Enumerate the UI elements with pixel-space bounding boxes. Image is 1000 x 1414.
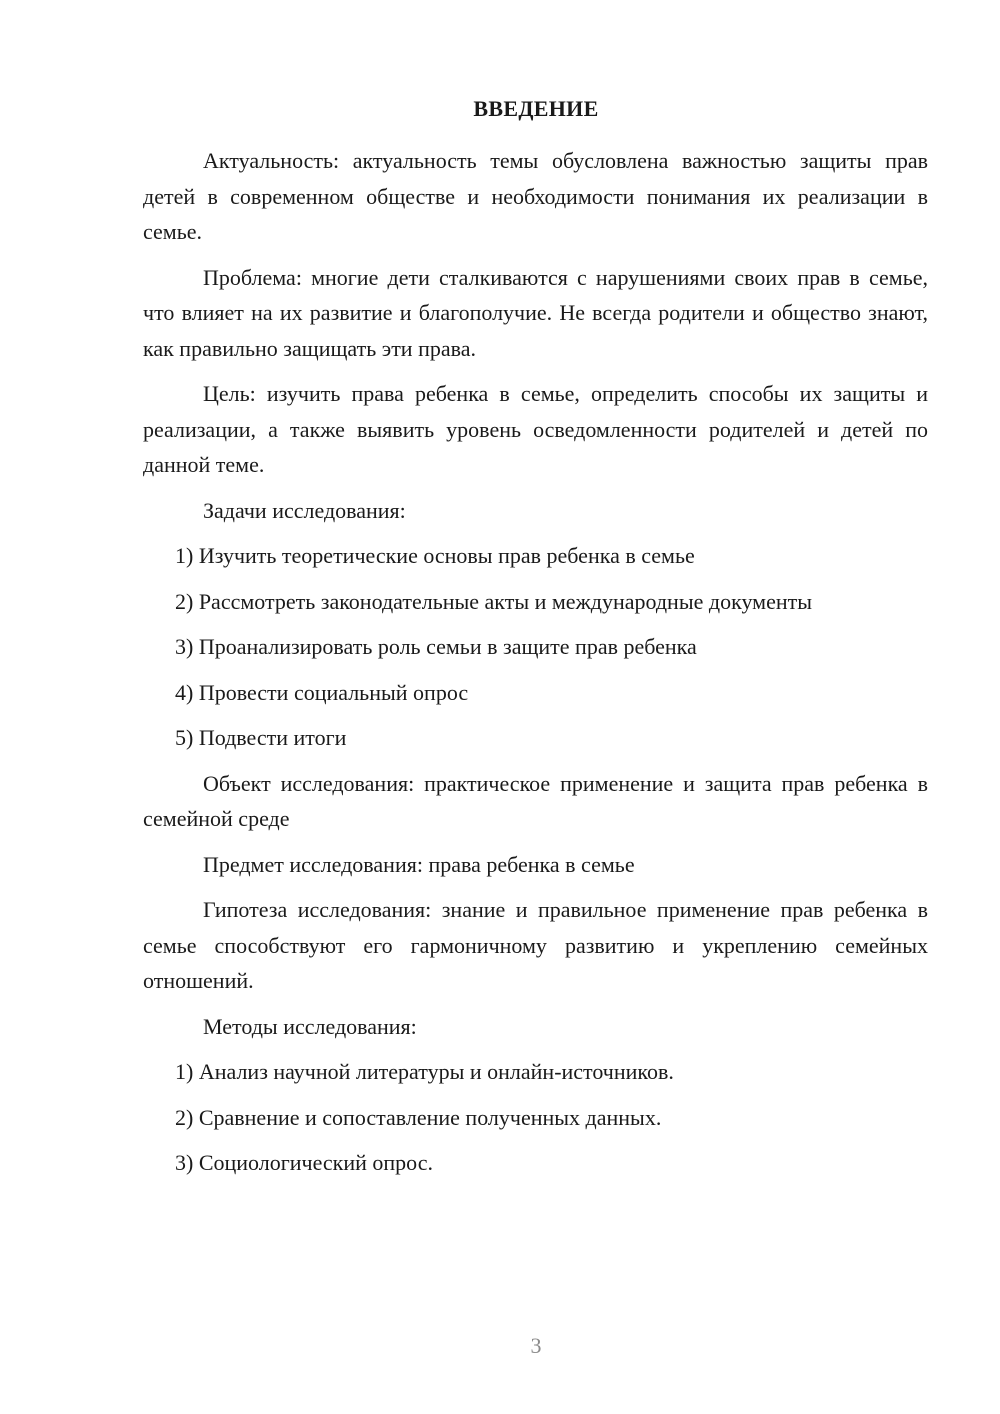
list-item-task-4: 4) Провести социальный опрос	[175, 679, 469, 705]
paragraph-hypothesis: Гипотеза исследования: знание и правильное применение прав ребенка в семье способствуют его гармоничному развитию и укреплению семейных отношений.	[143, 897, 928, 993]
list-item-method-3: 3) Социологический опрос.	[175, 1150, 433, 1175]
list-item-method-1: 1) Анализ научной литературы и онлайн-источников.	[175, 1059, 674, 1084]
paragraph-object: Объект исследования: практическое применение и защита прав ребенка в семейной среде	[143, 770, 928, 831]
page-title: ВВЕДЕНИЕ	[473, 96, 599, 121]
paragraph-problem: Проблема: многие дети сталкиваются с нарушениями своих прав в семье, что влияет на их развитие и благополучие. Не всегда родители и общество знают, как правильно защищать эти права.	[143, 264, 928, 361]
paragraph-goal: Цель: изучить права ребенка в семье, определить способы их защиты и реализации, а также выявить уровень осведомленности родителей и детей по данной теме.	[143, 381, 928, 477]
list-item-task-1: 1) Изучить теоретические основы прав ребенка в семье	[175, 543, 695, 568]
list-item-method-2: 2) Сравнение и сопоставление полученных данных.	[175, 1104, 662, 1130]
methods-list	[143, 1054, 928, 1181]
tasks-list	[143, 538, 928, 756]
tasks-heading: Задачи исследования:	[203, 497, 406, 523]
list-item-task-2: 2) Рассмотреть законодательные акты и международные документы	[175, 588, 813, 614]
page-number: 3	[530, 1333, 542, 1358]
paragraph-relevance: Актуальность: актуальность темы обусловлена важностью защиты прав детей в современном обществе и необходимости понимания их реализации в семье.	[143, 148, 928, 244]
methods-heading: Методы исследования:	[203, 1013, 417, 1039]
list-item-task-5: 5) Подвести итоги	[175, 725, 347, 750]
list-item-task-3: 3) Проанализировать роль семьи в защите прав ребенка	[175, 634, 697, 659]
body-text	[143, 143, 928, 1191]
paragraph-subject: Предмет исследования: права ребенка в семье	[203, 851, 635, 877]
